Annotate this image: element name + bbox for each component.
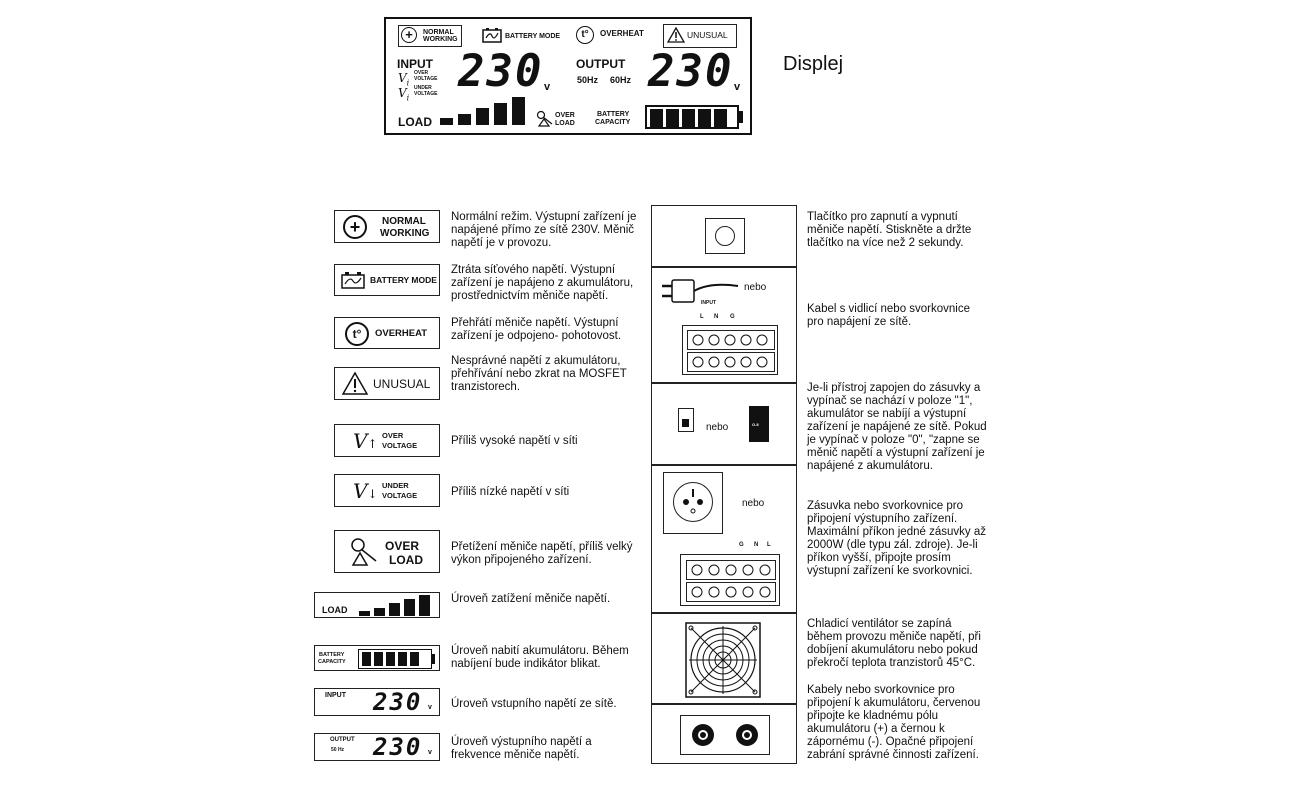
terminal-row-bottom [687, 352, 775, 372]
load-bar [494, 103, 507, 125]
legend-overload-l2: LOAD [389, 553, 423, 567]
arrow-down-icon: ↓ [367, 487, 378, 501]
legend-battery-capacity-icon [314, 645, 440, 671]
legend-input-icon [314, 688, 440, 716]
legend-output-unit: v [428, 749, 432, 756]
overload-icon [536, 110, 554, 128]
terminal-screws-icon [688, 331, 774, 349]
load-bar [458, 114, 471, 125]
lcd-under-l1: UNDER [414, 85, 432, 91]
desc-battery-cables: Kabely nebo svorkovnice pro připojení k akumulátoru, červenou připojte ke kladnému pólu akumulátoru (+) a černou k zápornému (-). Opačné připojení zabrání správné činnosti zařízení. [807, 684, 981, 761]
term-g: G [730, 314, 735, 320]
terminal-screws-icon [687, 583, 775, 601]
legend-unusual: UNUSUAL [373, 377, 431, 391]
lcd-battery-l2: CAPACITY [595, 119, 631, 126]
socket-frame [663, 472, 723, 534]
load-bar [374, 608, 385, 616]
lcd-freq-50: 50Hz [577, 75, 599, 85]
lcd-under-l2: VOLTAGE [414, 91, 438, 97]
power-button-icon [715, 226, 735, 246]
lcd-battery-mode-indicator [482, 27, 568, 45]
legend-normal-desc: Normální režim. Výstupní zařízení je napájené přímo ze sítě 230V. Měnič napětí je v provozu. [451, 211, 637, 249]
legend-overvoltage-icon [334, 424, 440, 457]
load-bar [404, 599, 415, 616]
vi-v-ov: V [353, 429, 368, 453]
lcd-load-label: LOAD [398, 115, 432, 129]
lcd-input-unit: v [544, 81, 551, 93]
legend-overload-icon [334, 530, 440, 573]
legend-undervoltage-desc: Příliš nízké napětí v síti [451, 486, 570, 498]
output-terminal-block [680, 554, 780, 606]
legend-battery-l1: BATTERY [319, 652, 345, 658]
load-bar [440, 118, 453, 125]
panel-battery-terminals [651, 704, 797, 764]
legend-output-desc: Úroveň výstupního napětí a frekvence měniče napětí. [451, 736, 592, 761]
lcd-battery-mode: BATTERY MODE [505, 33, 561, 40]
battery-cell [410, 652, 419, 666]
lcd-vi-over [398, 71, 409, 87]
lcd-normal-indicator [398, 25, 462, 47]
legend-load-bars [359, 595, 439, 616]
legend-input-desc: Úroveň vstupního napětí ze sítě. [451, 698, 617, 710]
legend-input-label: INPUT [325, 692, 346, 699]
lcd-battery-tip [739, 111, 743, 123]
overload-icon [349, 537, 379, 567]
panel-power-button [651, 205, 797, 267]
desc-power-button: Tlačítko pro zapnutí a vypnutí měniče napětí. Stiskněte a držte tlačítko na více než 2 sekundy. [807, 211, 972, 249]
legend-undervoltage-icon [334, 474, 440, 507]
lcd-battery-l1: BATTERY [597, 111, 630, 118]
desc-input-cable: Kabel s vidlicí nebo svorkovnice pro napájení ze sítě. [807, 303, 970, 328]
legend-battery-desc: Ztráta síťového napětí. Výstupní zařízení je napájeno z akumulátoru, prostřednictvím měniče napětí. [451, 264, 634, 302]
toggle-switch-icon [749, 406, 769, 442]
nebo-2: nebo [706, 422, 729, 433]
rocker-fill [682, 419, 689, 427]
legend-output-icon [314, 733, 440, 761]
legend-overheat: OVERHEAT [375, 328, 428, 339]
warning-triangle-icon [341, 371, 369, 396]
lcd-normal-l1: NORMAL [423, 29, 454, 36]
legend-overheat-icon [334, 317, 440, 349]
plus-circle-icon: + [343, 215, 367, 239]
thermometer-icon: t° [345, 322, 369, 346]
input-terminal-label: INPUT [701, 300, 716, 306]
legend-battery-tip [432, 654, 435, 664]
desc-fan: Chladicí ventilátor se zapíná během provozu měniče napětí, při dobíjení akumulátoru nebo pokud překročí teplota tranzistorů 45°C. [807, 618, 981, 669]
out-terminal-row-bottom [686, 582, 776, 602]
battery-cell [374, 652, 383, 666]
lcd-over-l2: VOLTAGE [414, 76, 438, 82]
battery-posts-icon [681, 716, 769, 754]
legend-input-unit: v [428, 704, 432, 711]
lcd-normal-l2: WORKING [423, 36, 458, 43]
legend-battery-gauge [358, 649, 432, 669]
input-terminal-block [682, 325, 778, 375]
out-term-l: L [767, 542, 771, 548]
lcd-unusual: UNUSUAL [687, 30, 728, 40]
battery-cell [666, 109, 679, 127]
lcd-display [384, 17, 752, 135]
battery-terminal-frame [680, 715, 770, 755]
vi-sub-2: i [406, 93, 410, 103]
terminal-screws-icon [687, 561, 775, 579]
term-l: L [700, 314, 704, 320]
nebo-3: nebo [742, 498, 765, 509]
lcd-overheat: OVERHEAT [600, 29, 644, 38]
lcd-freq-60: 60Hz [610, 75, 632, 85]
rocker-switch-icon [678, 408, 694, 432]
term-n: N [714, 314, 719, 320]
legend-normal-icon [334, 210, 440, 243]
battery-cell [682, 109, 695, 127]
switch-mark: O-II [752, 422, 759, 427]
out-term-g: G [739, 542, 744, 548]
battery-cell [714, 109, 727, 127]
battery-cell [362, 652, 371, 666]
legend-overload-desc: Přetížení měniče napětí, příliš velký výkon připojeného zařízení. [451, 541, 633, 566]
thermometer-icon: t° [576, 26, 594, 44]
legend-battery-l2: CAPACITY [318, 659, 346, 665]
panel-socket [651, 465, 797, 613]
panel-fan [651, 613, 797, 704]
lcd-output-unit: v [734, 81, 741, 93]
legend-overload-l1: OVER [385, 539, 420, 553]
battery-mode-icon [341, 271, 365, 289]
out-terminal-row-top [686, 560, 776, 580]
display-title: Displej [783, 53, 844, 75]
legend-normal-l1: NORMAL [382, 216, 426, 227]
legend-unusual-icon [334, 367, 440, 400]
fan-icon [685, 622, 761, 698]
lcd-over-l1: OVER [414, 70, 429, 76]
load-bar [512, 97, 525, 125]
load-bar [389, 603, 400, 616]
battery-cell [698, 109, 711, 127]
lcd-output-label: OUTPUT [576, 57, 626, 71]
legend-normal-l2: WORKING [380, 228, 430, 239]
arrow-up-icon: ↑ [367, 437, 378, 451]
legend-under-l2: VOLTAGE [382, 491, 418, 500]
terminal-screws-icon [688, 353, 774, 371]
terminal-row-top [687, 330, 775, 350]
lcd-output-value: 230 [648, 46, 734, 97]
lcd-battery-gauge [645, 105, 739, 129]
load-bar [359, 611, 370, 616]
socket-pins-icon [674, 483, 714, 523]
load-bar [476, 108, 489, 125]
legend-load-desc: Úroveň zatížení měniče napětí. [451, 593, 611, 605]
socket-icon [673, 482, 713, 522]
vi-symbol-under [353, 479, 378, 503]
legend-unusual-desc: Nesprávné napětí z akumulátoru, přehřívání nebo zkrat na MOSFET tranzistorech. [451, 355, 627, 393]
legend-battery-mode: BATTERY MODE [370, 275, 437, 285]
vi-v: V [398, 71, 407, 85]
vi-symbol [353, 429, 378, 453]
legend-output-value: 230 [373, 733, 423, 761]
lcd-vi-under [398, 86, 409, 102]
desc-switch: Je-li přístroj zapojen do zásuvky a vypínač se nachází v poloze "1", akumulátor se nabíjí a výstupní zařízení je napájené ze sítě. Pokud je vypínač v poloze "0", "zapne se měnič napětí a výstupní zařízení je napájené z akumulátoru. [807, 382, 987, 472]
lcd-load-bars [440, 97, 530, 125]
lcd-overload-l1: OVER [555, 112, 575, 119]
lcd-input-value: 230 [458, 46, 544, 97]
vi-v-uv: V [353, 479, 368, 503]
panel-input-cable [651, 267, 797, 383]
out-term-n: N [754, 542, 759, 548]
legend-load-label: LOAD [322, 605, 348, 615]
legend-output-hz: 50 Hz [331, 747, 345, 753]
plus-circle-icon: + [401, 27, 417, 43]
battery-cell [386, 652, 395, 666]
desc-socket: Zásuvka nebo svorkovnice pro připojení výstupního zařízení. Maximální příkon jedné zásuvky až 2000W (dle typu zál. zdroje). Je-li příkon vyšší, připojte prosím výstupní zařízení ke svorkovnici. [807, 500, 986, 577]
panel-switch [651, 383, 797, 465]
lcd-overheat-indicator [576, 25, 656, 45]
legend-overheat-desc: Přehřátí měniče napětí. Výstupní zařízení je odpojeno- pohotovost. [451, 317, 622, 342]
vi-sub: i [406, 78, 410, 88]
legend-battery-capacity-desc: Úroveň nabití akumulátoru. Během nabíjení bude indikátor blikat. [451, 645, 629, 670]
legend-input-value: 230 [373, 688, 423, 716]
vi-v-2: V [398, 86, 407, 100]
load-bar [419, 595, 430, 616]
lcd-unusual-indicator [663, 24, 737, 48]
plug-icon [660, 274, 740, 308]
legend-output-label: OUTPUT [330, 737, 355, 743]
legend-under-l1: UNDER [382, 481, 409, 490]
legend-over-l2: VOLTAGE [382, 441, 418, 450]
legend-overvoltage-desc: Příliš vysoké napětí v síti [451, 435, 578, 447]
legend-load-icon [314, 592, 440, 618]
battery-cell [398, 652, 407, 666]
warning-triangle-icon [667, 27, 685, 43]
legend-battery-icon [334, 264, 440, 296]
battery-mode-icon [482, 27, 502, 43]
lcd-overload-l2: LOAD [555, 120, 575, 127]
nebo-1: nebo [744, 282, 767, 293]
battery-cell [650, 109, 663, 127]
lcd-input-label: INPUT [397, 57, 433, 71]
legend-over-l1: OVER [382, 431, 404, 440]
